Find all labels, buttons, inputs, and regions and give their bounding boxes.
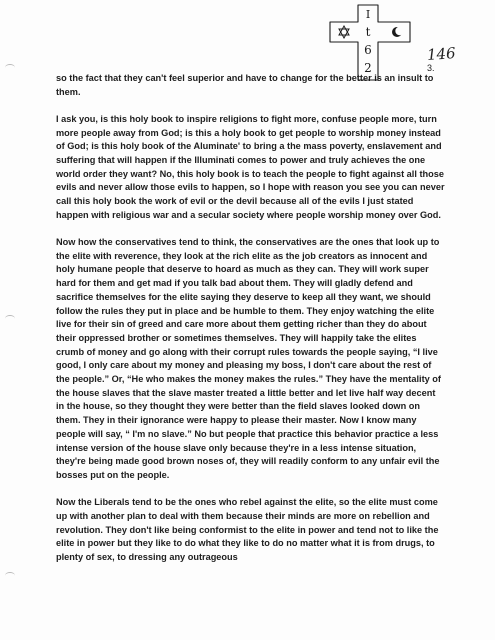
cross-letter-4: 2	[364, 61, 372, 75]
star-of-david-icon	[339, 26, 349, 38]
paragraph: so the fact that they can't feel superior and have to change for the better is an insult to them.	[56, 73, 434, 97]
paragraph: I ask you, is this holy book to inspire religions to fight more, confuse people more, turn more people away from God; is this a holy book to get people to worship money instead of God; is this holy book of the Aluminate' to bring a the mass poverty, enslavement and suffering that will happen if the Illuminati comes to power and truly achieves the one world order they want? No, this holy book is to teach the people to fight against all those evils and never allow those evils to happen, so I hope with reason you see you can never call this holy book the work of evil or the devil because all of the evils I just stated happen with religious war and a secular society where people worship money over God.	[56, 113, 445, 220]
page-number: 3.	[427, 63, 435, 73]
punch-hole-mark	[5, 315, 15, 322]
cross-letter-3: 6	[364, 43, 372, 57]
body-text	[56, 72, 445, 578]
crescent-moon-icon	[392, 27, 404, 37]
cross-letter-2: t	[365, 25, 371, 39]
hand-drawn-cross-icon	[326, 2, 416, 82]
cross-letter-1: I	[365, 8, 371, 21]
paragraph: Now the Liberals tend to be the ones who rebel against the elite, so the elite must come up with another plan to deal with them because their minds are more on rebellion and revolution. They don't like being conformist to the elite in power and tend not to like the elite in power but they like to do what they like to do no matter what it is from drugs, to plenty of sex, to dressing any outrageous	[56, 497, 439, 562]
handwritten-page-number: 146	[426, 44, 457, 64]
paragraph: Now how the conservatives tend to think, the conservatives are the ones that look up to the elite with reverence, they look at the rich elite as the job creators as innocent and holy humane people that deserve to hoard as much as they can. They will work super hard for them and get mad if you talk bad about them. They will gladly defend and sacrifice themselves for the elite saying they deserve to keep all they want, we should follow the rules they put in place and be humble to them. They enjoy watching the elite live for their sin of greed and care more about them getting richer than they do about their oppressed brother or sometimes themselves. They will happily take the elites crumb of money and go along with their corrupt rules towards the people saying, “I live good, I only care about my money and pleasing my boss, I don't care about the rest of the people.” Or, “He who makes the money makes the rules.” They have the mentality of the house slaves that the slave master treated a little better and let live half way decent in the house, so they thought they were better than the field slaves looked down on them. They in their ignorance were happy to please their master. Now I know many people will say, “ I'm no slave.” No but people that practice this behavior practice a less intense version of the house slave only because they're in a less intense situation, they're being made good brown noses of, they will readily conform to any unfair evil the bosses put on the people.	[56, 237, 441, 480]
punch-hole-mark	[5, 572, 15, 579]
punch-hole-mark	[5, 64, 15, 71]
